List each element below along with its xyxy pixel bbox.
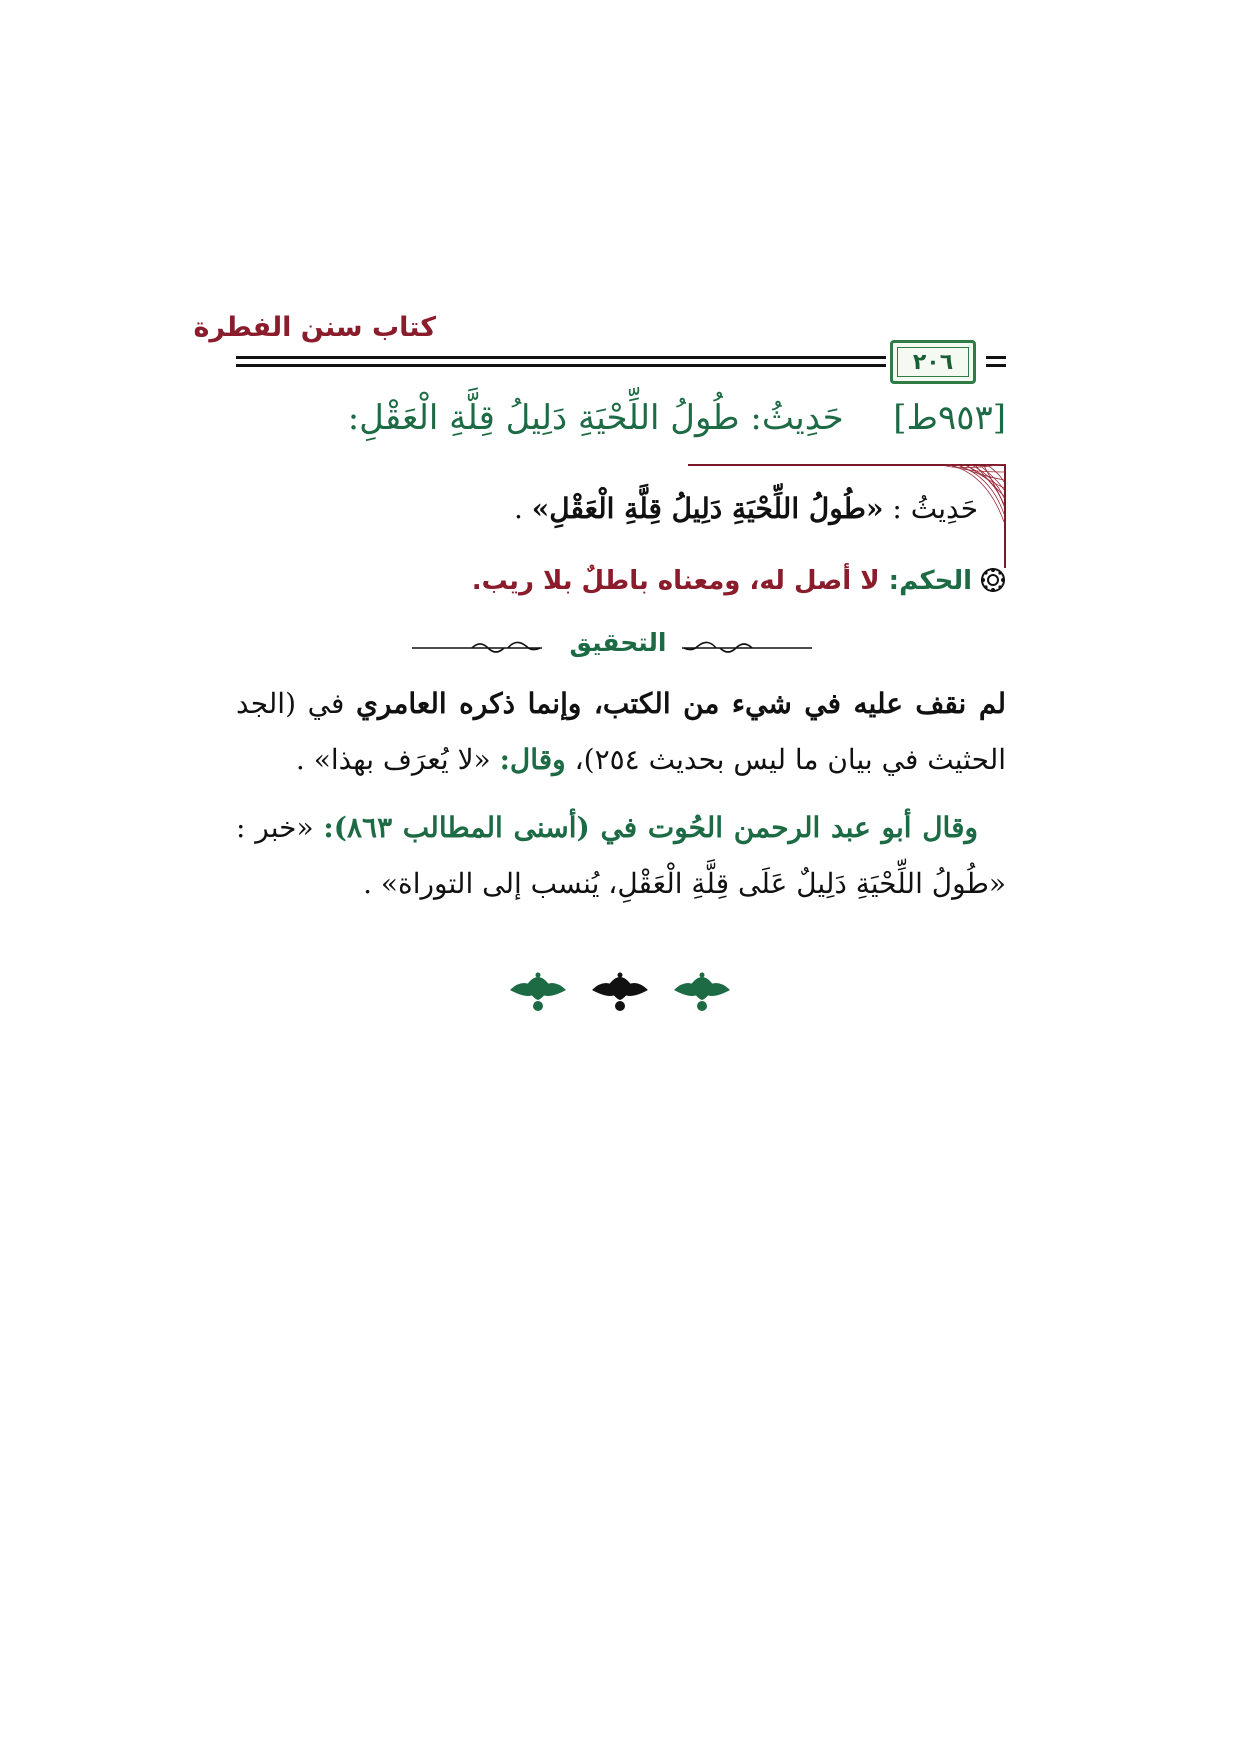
- hadith-quote: «طُولُ اللِّحْيَةِ دَلِيلُ قِلَّةِ الْعَقْلِ»: [531, 492, 884, 525]
- header-rule-top: [236, 356, 886, 359]
- entry-heading: [236, 398, 1006, 438]
- paragraph-2-source: وقال أبو عبد الرحمن الحُوت في (أسنى المطالب ٨٦٣):: [323, 811, 978, 844]
- ruling: [470, 566, 1006, 596]
- paragraph-1-bold: لم نقف عليه في شيء من الكتب، وإنما ذكره العامري: [355, 687, 1006, 720]
- book-title: كتاب سنن الفطرة: [193, 312, 436, 343]
- paragraph-1-quote: «لا يُعرَف بهذا» .: [295, 743, 500, 776]
- page-number: ٢٠٦: [912, 349, 954, 375]
- hadith-text: [513, 492, 978, 525]
- triple-lotus-ornament-icon: [510, 968, 730, 1012]
- header-rule-right-top: [986, 356, 1006, 359]
- ruling-text: لا أصل له، ومعناه باطلٌ بلا ريب.: [471, 566, 889, 596]
- header-rule-bottom: [236, 364, 886, 367]
- flower-ornament-icon: [980, 567, 1006, 593]
- hadith-suffix: .: [513, 492, 532, 525]
- page-number-badge: [890, 340, 976, 384]
- paragraph-1-said: وقال:: [499, 743, 566, 776]
- tahqiq-label: التحقيق: [562, 628, 674, 657]
- entry-title: حَدِيثُ: طُولُ اللِّحْيَةِ دَلِيلُ قِلَّةِ الْعَقْلِ:: [347, 398, 844, 438]
- paragraph-2-text: «خبر : «طُولُ اللِّحْيَةِ دَلِيلٌ عَلَى قِلَّةِ الْعَقْلِ، يُنسب إلى التوراة» .: [236, 811, 1006, 900]
- paragraph-1: [236, 676, 1006, 788]
- entry-number: [٩٥٣ط]: [893, 398, 1006, 438]
- paragraph-1-text: في (الجد الحثيث في بيان ما ليس بحديث ٢٥٤)،: [236, 687, 1006, 776]
- ruling-label: الحكم:: [888, 566, 972, 596]
- hadith-prefix: حَدِيثُ :: [883, 492, 978, 525]
- header-rule-right-bottom: [986, 364, 1006, 367]
- paragraph-2: [236, 800, 1006, 912]
